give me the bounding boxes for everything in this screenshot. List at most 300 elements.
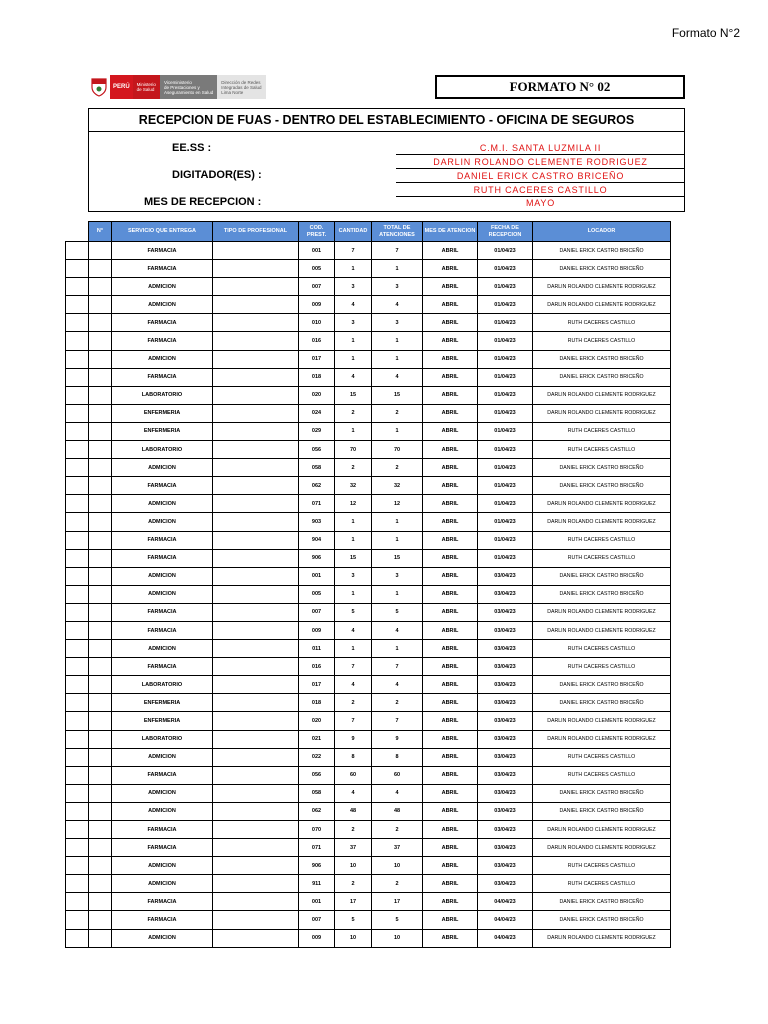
table-row bbox=[66, 495, 671, 513]
digitador-value-1: DARLIN ROLANDO CLEMENTE RODRIGUEZ bbox=[396, 155, 685, 169]
cell-number bbox=[89, 477, 112, 495]
cell-number bbox=[89, 567, 112, 585]
cell-cod-prest: 005 bbox=[299, 585, 335, 603]
cell-cod-prest: 007 bbox=[299, 603, 335, 621]
cell-fecha-recepcion: 01/04/23 bbox=[478, 242, 533, 260]
cell-cantidad: 5 bbox=[335, 603, 372, 621]
table-row bbox=[66, 567, 671, 585]
cell-tipo-profesional bbox=[213, 712, 299, 730]
cell-blank bbox=[66, 748, 89, 766]
cell-total-atenciones: 12 bbox=[372, 495, 423, 513]
cell-cod-prest: 010 bbox=[299, 314, 335, 332]
cell-fecha-recepcion: 01/04/23 bbox=[478, 459, 533, 477]
cell-number bbox=[89, 459, 112, 477]
cell-mes-atencion: ABRIL bbox=[423, 368, 478, 386]
cell-fecha-recepcion: 01/04/23 bbox=[478, 314, 533, 332]
cell-number bbox=[89, 314, 112, 332]
cell-total-atenciones: 17 bbox=[372, 893, 423, 911]
cell-tipo-profesional bbox=[213, 332, 299, 350]
top-format-label: Formato N°2 bbox=[671, 26, 740, 40]
header-n: N° bbox=[89, 222, 112, 242]
cell-cantidad: 1 bbox=[335, 531, 372, 549]
cell-locador: DARLIN ROLANDO CLEMENTE RODRIGUEZ bbox=[533, 386, 671, 404]
cell-blank bbox=[66, 350, 89, 368]
cell-servicio: ADMICION bbox=[112, 567, 213, 585]
cell-number bbox=[89, 531, 112, 549]
cell-tipo-profesional bbox=[213, 640, 299, 658]
cell-tipo-profesional bbox=[213, 495, 299, 513]
cell-tipo-profesional bbox=[213, 857, 299, 875]
logo-line: Lima Norte bbox=[221, 89, 244, 95]
cell-number bbox=[89, 549, 112, 567]
cell-servicio: ADMICION bbox=[112, 784, 213, 802]
cell-total-atenciones: 70 bbox=[372, 441, 423, 459]
cell-cantidad: 10 bbox=[335, 857, 372, 875]
cell-blank bbox=[66, 712, 89, 730]
formato-title-box: FORMATO N° 02 bbox=[435, 75, 685, 99]
cell-blank bbox=[66, 386, 89, 404]
cell-cantidad: 7 bbox=[335, 242, 372, 260]
cell-blank bbox=[66, 658, 89, 676]
cell-mes-atencion: ABRIL bbox=[423, 585, 478, 603]
cell-servicio: ADMICION bbox=[112, 640, 213, 658]
cell-mes-atencion: ABRIL bbox=[423, 477, 478, 495]
table-row bbox=[66, 658, 671, 676]
table-row bbox=[66, 477, 671, 495]
cell-fecha-recepcion: 04/04/23 bbox=[478, 929, 533, 947]
cell-mes-atencion: ABRIL bbox=[423, 278, 478, 296]
cell-locador: DANIEL ERICK CASTRO BRICEÑO bbox=[533, 585, 671, 603]
cell-tipo-profesional bbox=[213, 929, 299, 947]
cell-cantidad: 2 bbox=[335, 459, 372, 477]
cell-locador: DANIEL ERICK CASTRO BRICEÑO bbox=[533, 242, 671, 260]
cell-cantidad: 2 bbox=[335, 404, 372, 422]
cell-tipo-profesional bbox=[213, 676, 299, 694]
cell-cod-prest: 056 bbox=[299, 766, 335, 784]
cell-fecha-recepcion: 03/04/23 bbox=[478, 766, 533, 784]
cell-total-atenciones: 1 bbox=[372, 531, 423, 549]
cell-total-atenciones: 4 bbox=[372, 676, 423, 694]
cell-total-atenciones: 32 bbox=[372, 477, 423, 495]
cell-total-atenciones: 7 bbox=[372, 712, 423, 730]
cell-blank bbox=[66, 260, 89, 278]
cell-blank bbox=[66, 621, 89, 639]
cell-blank bbox=[66, 441, 89, 459]
cell-cantidad: 5 bbox=[335, 911, 372, 929]
cell-locador: DANIEL ERICK CASTRO BRICEÑO bbox=[533, 802, 671, 820]
cell-fecha-recepcion: 01/04/23 bbox=[478, 495, 533, 513]
cell-tipo-profesional bbox=[213, 278, 299, 296]
cell-locador: DANIEL ERICK CASTRO BRICEÑO bbox=[533, 459, 671, 477]
cell-cod-prest: 071 bbox=[299, 839, 335, 857]
table-header-row bbox=[66, 222, 671, 242]
cell-number bbox=[89, 929, 112, 947]
cell-cod-prest: 071 bbox=[299, 495, 335, 513]
cell-locador: DANIEL ERICK CASTRO BRICEÑO bbox=[533, 911, 671, 929]
cell-fecha-recepcion: 04/04/23 bbox=[478, 893, 533, 911]
cell-fecha-recepcion: 01/04/23 bbox=[478, 350, 533, 368]
cell-blank bbox=[66, 332, 89, 350]
cell-total-atenciones: 10 bbox=[372, 929, 423, 947]
cell-fecha-recepcion: 03/04/23 bbox=[478, 585, 533, 603]
cell-total-atenciones: 2 bbox=[372, 821, 423, 839]
cell-total-atenciones: 4 bbox=[372, 368, 423, 386]
cell-fecha-recepcion: 03/04/23 bbox=[478, 694, 533, 712]
cell-fecha-recepcion: 01/04/23 bbox=[478, 386, 533, 404]
cell-number bbox=[89, 640, 112, 658]
cell-blank bbox=[66, 549, 89, 567]
cell-number bbox=[89, 296, 112, 314]
cell-blank bbox=[66, 839, 89, 857]
table-row bbox=[66, 676, 671, 694]
table-row bbox=[66, 603, 671, 621]
cell-cantidad: 1 bbox=[335, 640, 372, 658]
mes-recepcion-value: MAYO bbox=[525, 198, 556, 208]
cell-cod-prest: 016 bbox=[299, 658, 335, 676]
cell-cod-prest: 070 bbox=[299, 821, 335, 839]
cell-fecha-recepcion: 03/04/23 bbox=[478, 784, 533, 802]
cell-cod-prest: 018 bbox=[299, 694, 335, 712]
cell-cantidad: 7 bbox=[335, 658, 372, 676]
cell-fecha-recepcion: 03/04/23 bbox=[478, 839, 533, 857]
cell-fecha-recepcion: 03/04/23 bbox=[478, 676, 533, 694]
cell-total-atenciones: 7 bbox=[372, 242, 423, 260]
cell-total-atenciones: 1 bbox=[372, 350, 423, 368]
cell-tipo-profesional bbox=[213, 621, 299, 639]
cell-locador: DARLIN ROLANDO CLEMENTE RODRIGUEZ bbox=[533, 929, 671, 947]
cell-servicio: ENFERMERIA bbox=[112, 694, 213, 712]
cell-total-atenciones: 1 bbox=[372, 513, 423, 531]
cell-number bbox=[89, 658, 112, 676]
cell-locador: RUTH CACERES CASTILLO bbox=[533, 640, 671, 658]
cell-locador: DANIEL ERICK CASTRO BRICEÑO bbox=[533, 676, 671, 694]
table-row bbox=[66, 929, 671, 947]
cell-locador: DANIEL ERICK CASTRO BRICEÑO bbox=[533, 368, 671, 386]
cell-cod-prest: 001 bbox=[299, 242, 335, 260]
table-row bbox=[66, 314, 671, 332]
cell-servicio: FARMACIA bbox=[112, 893, 213, 911]
cell-number bbox=[89, 712, 112, 730]
cell-fecha-recepcion: 01/04/23 bbox=[478, 441, 533, 459]
table-row bbox=[66, 839, 671, 857]
cell-blank bbox=[66, 730, 89, 748]
cell-number bbox=[89, 350, 112, 368]
cell-blank bbox=[66, 640, 89, 658]
cell-servicio: ADMICION bbox=[112, 459, 213, 477]
cell-mes-atencion: ABRIL bbox=[423, 694, 478, 712]
cell-total-atenciones: 4 bbox=[372, 296, 423, 314]
cell-number bbox=[89, 676, 112, 694]
cell-number bbox=[89, 278, 112, 296]
cell-blank bbox=[66, 802, 89, 820]
cell-servicio: ADMICION bbox=[112, 857, 213, 875]
cell-blank bbox=[66, 784, 89, 802]
cell-cantidad: 3 bbox=[335, 314, 372, 332]
cell-blank bbox=[66, 567, 89, 585]
cell-cantidad: 1 bbox=[335, 513, 372, 531]
cell-mes-atencion: ABRIL bbox=[423, 549, 478, 567]
cell-cod-prest: 911 bbox=[299, 875, 335, 893]
cell-cantidad: 9 bbox=[335, 730, 372, 748]
cell-cantidad: 4 bbox=[335, 676, 372, 694]
logo-line: Aseguramiento en Salud bbox=[163, 89, 214, 95]
cell-fecha-recepcion: 01/04/23 bbox=[478, 513, 533, 531]
cell-locador: DARLIN ROLANDO CLEMENTE RODRIGUEZ bbox=[533, 712, 671, 730]
cell-mes-atencion: ABRIL bbox=[423, 314, 478, 332]
table-row bbox=[66, 640, 671, 658]
cell-mes-atencion: ABRIL bbox=[423, 603, 478, 621]
cell-servicio: ADMICION bbox=[112, 748, 213, 766]
cell-total-atenciones: 60 bbox=[372, 766, 423, 784]
cell-mes-atencion: ABRIL bbox=[423, 911, 478, 929]
cell-servicio: FARMACIA bbox=[112, 477, 213, 495]
cell-blank bbox=[66, 495, 89, 513]
cell-tipo-profesional bbox=[213, 314, 299, 332]
cell-cantidad: 4 bbox=[335, 784, 372, 802]
cell-number bbox=[89, 332, 112, 350]
cell-mes-atencion: ABRIL bbox=[423, 802, 478, 820]
cell-cod-prest: 020 bbox=[299, 386, 335, 404]
table-row bbox=[66, 730, 671, 748]
cell-blank bbox=[66, 766, 89, 784]
cell-cod-prest: 062 bbox=[299, 477, 335, 495]
cell-cod-prest: 058 bbox=[299, 459, 335, 477]
cell-cantidad: 3 bbox=[335, 278, 372, 296]
header-total-atenciones: TOTAL DE ATENCIONES bbox=[372, 222, 423, 242]
cell-locador: DANIEL ERICK CASTRO BRICEÑO bbox=[533, 893, 671, 911]
cell-cantidad: 2 bbox=[335, 875, 372, 893]
table-row bbox=[66, 875, 671, 893]
cell-cantidad: 1 bbox=[335, 422, 372, 440]
cell-cod-prest: 062 bbox=[299, 802, 335, 820]
cell-cantidad: 1 bbox=[335, 585, 372, 603]
cell-mes-atencion: ABRIL bbox=[423, 730, 478, 748]
cell-number bbox=[89, 513, 112, 531]
cell-tipo-profesional bbox=[213, 404, 299, 422]
cell-locador: RUTH CACERES CASTILLO bbox=[533, 549, 671, 567]
cell-cantidad: 1 bbox=[335, 350, 372, 368]
cell-tipo-profesional bbox=[213, 368, 299, 386]
cell-locador: RUTH CACERES CASTILLO bbox=[533, 857, 671, 875]
cell-servicio: ADMICION bbox=[112, 929, 213, 947]
cell-total-atenciones: 1 bbox=[372, 585, 423, 603]
cell-servicio: ADMICION bbox=[112, 513, 213, 531]
cell-locador: DANIEL ERICK CASTRO BRICEÑO bbox=[533, 260, 671, 278]
cell-tipo-profesional bbox=[213, 875, 299, 893]
cell-servicio: ENFERMERIA bbox=[112, 422, 213, 440]
cell-number bbox=[89, 857, 112, 875]
cell-locador: DANIEL ERICK CASTRO BRICEÑO bbox=[533, 350, 671, 368]
cell-tipo-profesional bbox=[213, 477, 299, 495]
cell-servicio: FARMACIA bbox=[112, 314, 213, 332]
cell-cod-prest: 007 bbox=[299, 911, 335, 929]
cell-blank bbox=[66, 929, 89, 947]
cell-total-atenciones: 2 bbox=[372, 404, 423, 422]
cell-cantidad: 48 bbox=[335, 802, 372, 820]
cell-number bbox=[89, 730, 112, 748]
cell-blank bbox=[66, 531, 89, 549]
direccion-logo-text bbox=[217, 75, 265, 99]
cell-servicio: FARMACIA bbox=[112, 621, 213, 639]
cell-cantidad: 12 bbox=[335, 495, 372, 513]
cell-locador: DANIEL ERICK CASTRO BRICEÑO bbox=[533, 784, 671, 802]
table-row bbox=[66, 368, 671, 386]
cell-mes-atencion: ABRIL bbox=[423, 350, 478, 368]
cell-blank bbox=[66, 477, 89, 495]
cell-cod-prest: 029 bbox=[299, 422, 335, 440]
cell-mes-atencion: ABRIL bbox=[423, 748, 478, 766]
cell-cod-prest: 009 bbox=[299, 296, 335, 314]
header-tipo-profesional: TIPO DE PROFESIONAL bbox=[213, 222, 299, 242]
cell-blank bbox=[66, 242, 89, 260]
cell-total-atenciones: 2 bbox=[372, 875, 423, 893]
table-row bbox=[66, 766, 671, 784]
table-row bbox=[66, 712, 671, 730]
cell-tipo-profesional bbox=[213, 802, 299, 820]
cell-tipo-profesional bbox=[213, 730, 299, 748]
logo-line: de Prestaciones y bbox=[163, 84, 200, 90]
cell-cod-prest: 017 bbox=[299, 350, 335, 368]
cell-fecha-recepcion: 03/04/23 bbox=[478, 730, 533, 748]
cell-mes-atencion: ABRIL bbox=[423, 296, 478, 314]
table-row bbox=[66, 585, 671, 603]
cell-mes-atencion: ABRIL bbox=[423, 260, 478, 278]
cell-locador: DARLIN ROLANDO CLEMENTE RODRIGUEZ bbox=[533, 839, 671, 857]
header-cantidad: CANTIDAD bbox=[335, 222, 372, 242]
cell-cod-prest: 056 bbox=[299, 441, 335, 459]
cell-tipo-profesional bbox=[213, 296, 299, 314]
cell-total-atenciones: 15 bbox=[372, 386, 423, 404]
fuas-table bbox=[65, 221, 671, 948]
cell-total-atenciones: 1 bbox=[372, 422, 423, 440]
cell-tipo-profesional bbox=[213, 821, 299, 839]
cell-total-atenciones: 5 bbox=[372, 603, 423, 621]
cell-tipo-profesional bbox=[213, 658, 299, 676]
cell-cod-prest: 906 bbox=[299, 549, 335, 567]
cell-total-atenciones: 1 bbox=[372, 260, 423, 278]
cell-cod-prest: 024 bbox=[299, 404, 335, 422]
cell-blank bbox=[66, 278, 89, 296]
cell-servicio: FARMACIA bbox=[112, 242, 213, 260]
cell-tipo-profesional bbox=[213, 839, 299, 857]
peru-label: PERÚ bbox=[110, 75, 133, 99]
table-row bbox=[66, 260, 671, 278]
cell-total-atenciones: 4 bbox=[372, 621, 423, 639]
cell-number bbox=[89, 875, 112, 893]
table-row bbox=[66, 911, 671, 929]
cell-mes-atencion: ABRIL bbox=[423, 513, 478, 531]
cell-cantidad: 4 bbox=[335, 368, 372, 386]
cell-cantidad: 4 bbox=[335, 621, 372, 639]
cell-servicio: ADMICION bbox=[112, 350, 213, 368]
cell-servicio: ENFERMERIA bbox=[112, 712, 213, 730]
cell-servicio: FARMACIA bbox=[112, 549, 213, 567]
cell-total-atenciones: 37 bbox=[372, 839, 423, 857]
cell-fecha-recepcion: 03/04/23 bbox=[478, 658, 533, 676]
cell-number bbox=[89, 242, 112, 260]
cell-cantidad: 15 bbox=[335, 386, 372, 404]
table-row bbox=[66, 513, 671, 531]
cell-tipo-profesional bbox=[213, 459, 299, 477]
cell-locador: RUTH CACERES CASTILLO bbox=[533, 748, 671, 766]
cell-blank bbox=[66, 694, 89, 712]
cell-total-atenciones: 10 bbox=[372, 857, 423, 875]
cell-total-atenciones: 1 bbox=[372, 640, 423, 658]
main-title: RECEPCION DE FUAS - DENTRO DEL ESTABLECIMIENTO - OFICINA DE SEGUROS bbox=[88, 108, 685, 132]
cell-servicio: LABORATORIO bbox=[112, 730, 213, 748]
header-cod-prest: COD. PREST. bbox=[299, 222, 335, 242]
cell-cantidad: 10 bbox=[335, 929, 372, 947]
cell-number bbox=[89, 422, 112, 440]
cell-locador: DANIEL ERICK CASTRO BRICEÑO bbox=[533, 477, 671, 495]
cell-mes-atencion: ABRIL bbox=[423, 712, 478, 730]
cell-number bbox=[89, 748, 112, 766]
table-row bbox=[66, 857, 671, 875]
cell-blank bbox=[66, 603, 89, 621]
table-row bbox=[66, 893, 671, 911]
cell-mes-atencion: ABRIL bbox=[423, 495, 478, 513]
cell-mes-atencion: ABRIL bbox=[423, 567, 478, 585]
cell-number bbox=[89, 766, 112, 784]
cell-fecha-recepcion: 03/04/23 bbox=[478, 875, 533, 893]
cell-number bbox=[89, 386, 112, 404]
cell-cod-prest: 021 bbox=[299, 730, 335, 748]
cell-number bbox=[89, 603, 112, 621]
cell-cantidad: 7 bbox=[335, 712, 372, 730]
cell-cod-prest: 001 bbox=[299, 893, 335, 911]
cell-fecha-recepcion: 01/04/23 bbox=[478, 477, 533, 495]
cell-locador: DARLIN ROLANDO CLEMENTE RODRIGUEZ bbox=[533, 821, 671, 839]
cell-blank bbox=[66, 404, 89, 422]
cell-mes-atencion: ABRIL bbox=[423, 332, 478, 350]
table-row bbox=[66, 278, 671, 296]
cell-fecha-recepcion: 01/04/23 bbox=[478, 368, 533, 386]
cell-blank bbox=[66, 875, 89, 893]
cell-total-atenciones: 2 bbox=[372, 694, 423, 712]
cell-fecha-recepcion: 03/04/23 bbox=[478, 603, 533, 621]
cell-mes-atencion: ABRIL bbox=[423, 441, 478, 459]
cell-blank bbox=[66, 296, 89, 314]
cell-locador: DARLIN ROLANDO CLEMENTE RODRIGUEZ bbox=[533, 621, 671, 639]
cell-servicio: ADMICION bbox=[112, 278, 213, 296]
cell-fecha-recepcion: 03/04/23 bbox=[478, 857, 533, 875]
cell-cod-prest: 018 bbox=[299, 368, 335, 386]
cell-number bbox=[89, 368, 112, 386]
table-row bbox=[66, 802, 671, 820]
cell-number bbox=[89, 839, 112, 857]
cell-fecha-recepcion: 01/04/23 bbox=[478, 260, 533, 278]
cell-cod-prest: 058 bbox=[299, 784, 335, 802]
cell-locador: RUTH CACERES CASTILLO bbox=[533, 658, 671, 676]
cell-cod-prest: 906 bbox=[299, 857, 335, 875]
cell-mes-atencion: ABRIL bbox=[423, 404, 478, 422]
cell-mes-atencion: ABRIL bbox=[423, 658, 478, 676]
cell-cantidad: 1 bbox=[335, 260, 372, 278]
cell-tipo-profesional bbox=[213, 585, 299, 603]
cell-locador: DARLIN ROLANDO CLEMENTE RODRIGUEZ bbox=[533, 495, 671, 513]
cell-blank bbox=[66, 911, 89, 929]
cell-locador: RUTH CACERES CASTILLO bbox=[533, 332, 671, 350]
cell-fecha-recepcion: 03/04/23 bbox=[478, 621, 533, 639]
cell-servicio: FARMACIA bbox=[112, 260, 213, 278]
cell-cod-prest: 005 bbox=[299, 260, 335, 278]
cell-number bbox=[89, 821, 112, 839]
cell-blank bbox=[66, 422, 89, 440]
table-row bbox=[66, 821, 671, 839]
cell-cantidad: 60 bbox=[335, 766, 372, 784]
cell-tipo-profesional bbox=[213, 513, 299, 531]
cell-tipo-profesional bbox=[213, 893, 299, 911]
